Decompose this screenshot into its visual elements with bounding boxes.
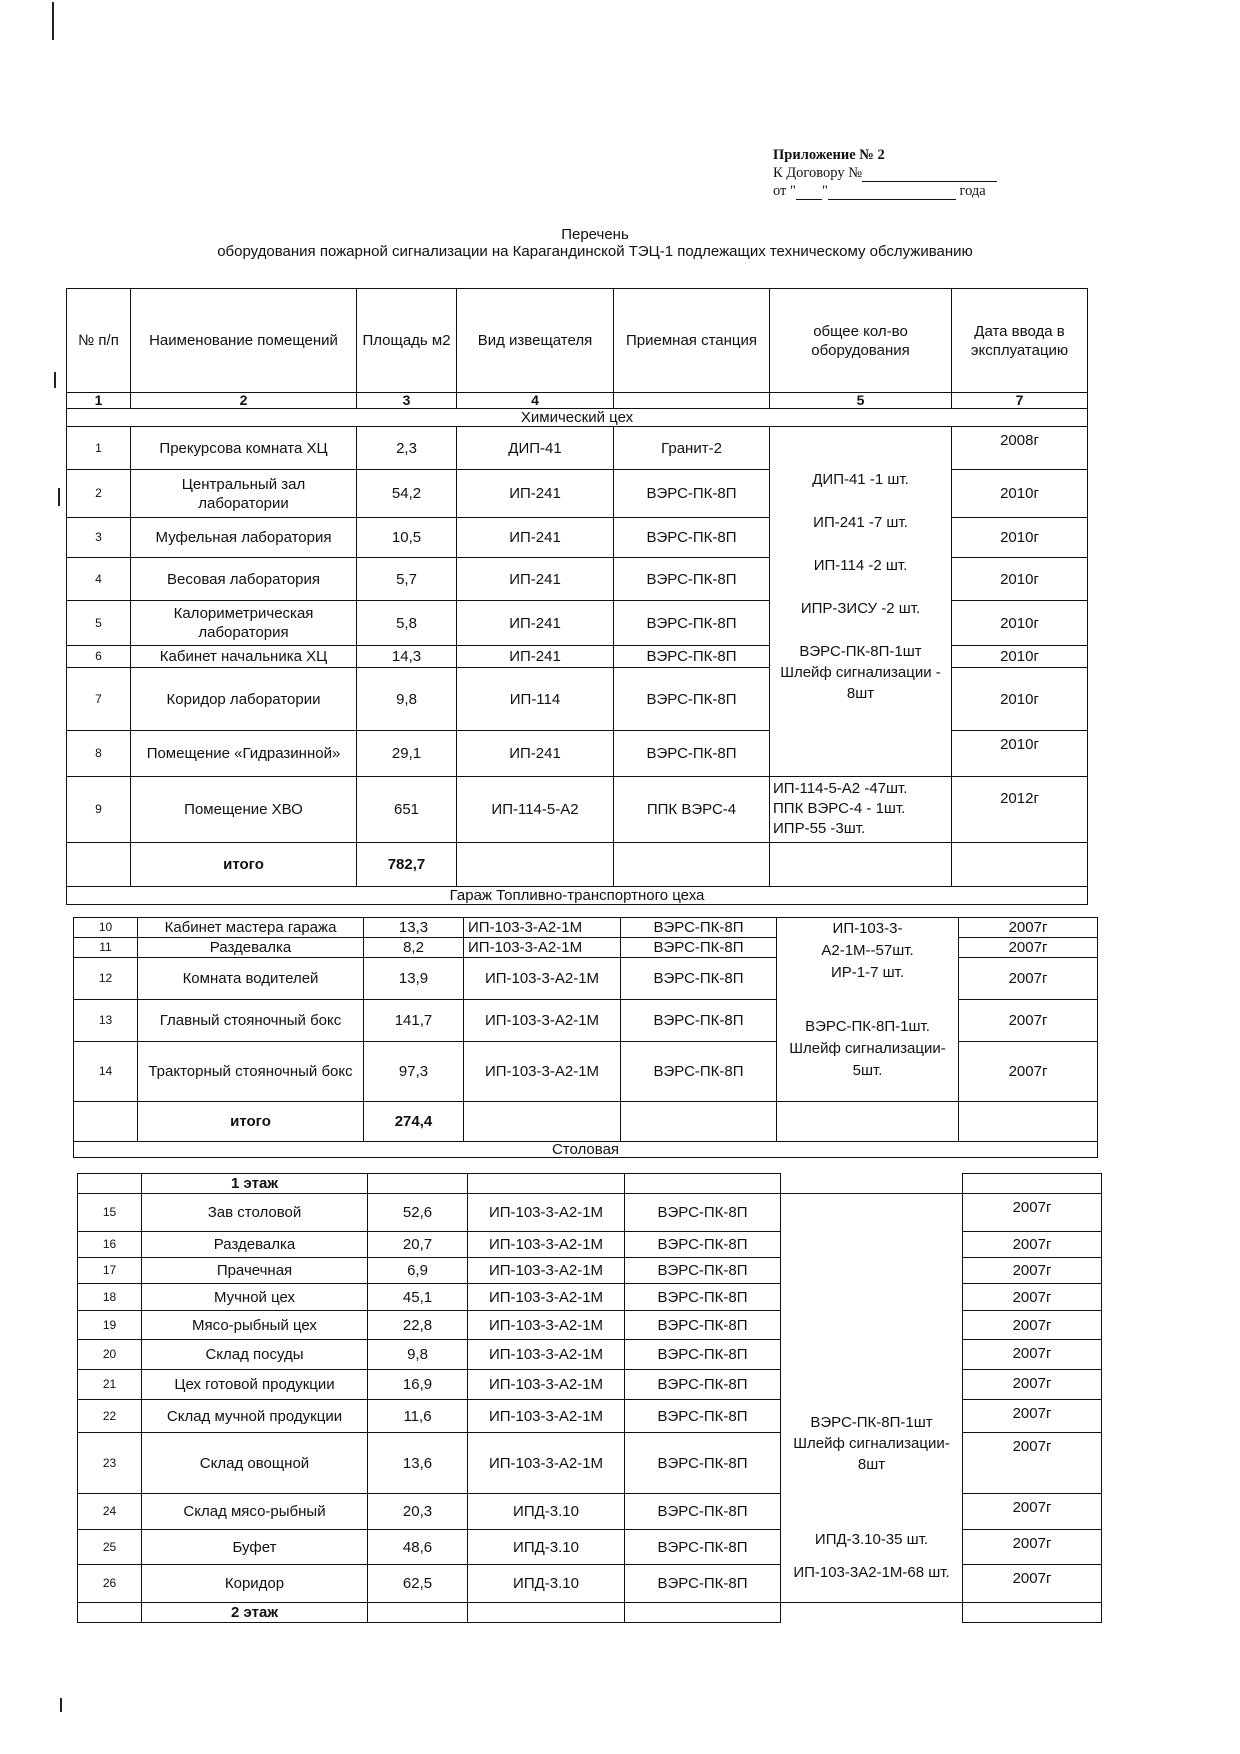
document-title <box>0 226 1190 260</box>
canteen-equipment-cell: ВЭРС-ПК-8П-1шт Шлейф сигнализации- 8шт ИПД-3.10-35 шт. ИП-103-3А2-1М-68 шт. <box>781 1194 963 1603</box>
equipment-table-garage <box>73 917 1098 1158</box>
table-row: 19 Мясо-рыбный цех 22,8 ИП-103-3-А2-1М ВЭРС-ПК-8П 2007г <box>78 1311 1102 1340</box>
table-row: 22 Склад мучной продукции 11,6 ИП-103-3-А2-1М ВЭРС-ПК-8П 2007г <box>78 1400 1102 1433</box>
scan-mark <box>60 1698 62 1712</box>
table-row: 2 Центральный зал лаборатории 54,2 ИП-241 ВЭРС-ПК-8П 2010г <box>67 470 1088 518</box>
table-row: 26 Коридор 62,5 ИПД-3.10 ВЭРС-ПК-8П 2007г <box>78 1565 1102 1603</box>
appendix-date: от " " года <box>773 183 986 199</box>
header-name: Наименование помещений <box>131 289 357 393</box>
table-row: 24 Склад мясо-рыбный 20,3 ИПД-3.10 ВЭРС-ПК-8П 2007г <box>78 1494 1102 1530</box>
total-row-chem: итого 782,7 <box>67 843 1088 887</box>
title-line-2: оборудования пожарной сигнализации на Карагандинской ТЭЦ-1 подлежащих техническому обслуживанию <box>217 243 973 260</box>
table-row: 4 Весовая лаборатория 5,7 ИП-241 ВЭРС-ПК-8П 2010г <box>67 558 1088 601</box>
table-row: 23 Склад овощной 13,6 ИП-103-3-А2-1М ВЭРС-ПК-8П 2007г <box>78 1433 1102 1494</box>
table-row: 6 Кабинет начальника ХЦ 14,3 ИП-241 ВЭРС-ПК-8П 2010г <box>67 646 1088 668</box>
appendix-contract: К Договору № <box>773 164 1033 182</box>
table-row: 5 Калориметрическая лаборатория 5,8 ИП-241 ВЭРС-ПК-8П 2010г <box>67 601 1088 646</box>
table-row: 10 Кабинет мастера гаража 13,3 ИП-103-3-А2-1М ВЭРС-ПК-8П ИП-103-3- А2-1М--57шт. ИР-1-7 шт. ВЭРС-ПК-8П-1шт. Шлейф сигнализации- 5шт. 2007г <box>74 918 1098 938</box>
scan-mark <box>58 488 60 506</box>
table-row: 16 Раздевалка 20,7 ИП-103-3-А2-1М ВЭРС-ПК-8П 2007г <box>78 1232 1102 1258</box>
equipment-table-canteen <box>77 1173 1102 1623</box>
table-row: 17 Прачечная 6,9 ИП-103-3-А2-1М ВЭРС-ПК-8П 2007г <box>78 1258 1102 1284</box>
title-line-1: Перечень <box>561 226 629 243</box>
scan-mark <box>52 2 54 40</box>
table-row: 11 Раздевалка 8,2 ИП-103-3-А2-1М ВЭРС-ПК-8П 2007г <box>74 938 1098 958</box>
header-detector: Вид извещателя <box>457 289 614 393</box>
table-row: 14 Тракторный стояночный бокс 97,3 ИП-103-3-А2-1М ВЭРС-ПК-8П 2007г <box>74 1042 1098 1102</box>
header-total-equipment: общее кол-во оборудования <box>770 289 952 393</box>
header-date: Дата ввода в эксплуатацию <box>952 289 1088 393</box>
table-row: 8 Помещение «Гидразинной» 29,1 ИП-241 ВЭРС-ПК-8П 2010г <box>67 731 1088 777</box>
floor-row-1: 1 этаж <box>78 1174 1102 1194</box>
section-row-chem: Химический цех <box>67 409 1088 427</box>
garage-equipment-cell: ИП-103-3- А2-1М--57шт. ИР-1-7 шт. ВЭРС-ПК-8П-1шт. Шлейф сигнализации- 5шт. <box>777 918 959 1102</box>
header-station: Приемная станция <box>614 289 770 393</box>
table-row: 3 Муфельная лаборатория 10,5 ИП-241 ВЭРС-ПК-8П 2010г <box>67 518 1088 558</box>
floor-row-2: 2 этаж <box>78 1603 1102 1623</box>
appendix-title: Приложение № 2 <box>773 147 885 163</box>
section-row-garage: Гараж Топливно-транспортного цеха <box>67 887 1088 905</box>
header-area: Площадь м2 <box>357 289 457 393</box>
date-line <box>828 186 956 200</box>
total-row-garage: итого 274,4 <box>74 1102 1098 1142</box>
index-row: 1 2 3 4 5 7 <box>67 393 1088 409</box>
contract-number-line <box>862 168 997 182</box>
table-row: 20 Склад посуды 9,8 ИП-103-3-А2-1М ВЭРС-ПК-8П 2007г <box>78 1340 1102 1370</box>
table-row: 15 Зав столовой 52,6 ИП-103-3-А2-1М ВЭРС-ПК-8П ВЭРС-ПК-8П-1шт Шлейф сигнализации- 8шт ИПД-3.10-35 шт. ИП-103-3А2-1М-68 шт. 2007г <box>78 1194 1102 1232</box>
section-row-canteen: Столовая <box>74 1142 1098 1158</box>
table-header-row <box>67 289 1088 393</box>
table-row: 1 Прекурсова комната ХЦ 2,3 ДИП-41 Гранит-2 ДИП-41 -1 шт. ИП-241 -7 шт. ИП-114 -2 шт. ИПР-ЗИСУ -2 шт. ВЭРС-ПК-8П-1шт Шлейф сигнализации - 8шт 2008г <box>67 427 1088 470</box>
table-row: 21 Цех готовой продукции 16,9 ИП-103-3-А2-1М ВЭРС-ПК-8П 2007г <box>78 1370 1102 1400</box>
table-row: 7 Коридор лаборатории 9,8 ИП-114 ВЭРС-ПК-8П 2010г <box>67 668 1088 731</box>
equipment-table-chem <box>66 288 1088 905</box>
hvo-equipment-cell: ИП-114-5-А2 -47шт. ППК ВЭРС-4 - 1шт. ИПР-55 -3шт. <box>770 777 952 843</box>
header-num: № п/п <box>67 289 131 393</box>
table-row: 25 Буфет 48,6 ИПД-3.10 ВЭРС-ПК-8П 2007г <box>78 1530 1102 1565</box>
appendix-block <box>773 146 1033 200</box>
chem-equipment-cell: ДИП-41 -1 шт. ИП-241 -7 шт. ИП-114 -2 шт. ИПР-ЗИСУ -2 шт. ВЭРС-ПК-8П-1шт Шлейф сигнализации - 8шт <box>770 427 952 777</box>
table-row: 12 Комната водителей 13,9 ИП-103-3-А2-1М ВЭРС-ПК-8П 2007г <box>74 958 1098 1000</box>
scan-mark <box>54 372 56 388</box>
table-row: 13 Главный стояночный бокс 141,7 ИП-103-3-А2-1М ВЭРС-ПК-8П 2007г <box>74 1000 1098 1042</box>
table-row: 18 Мучной цех 45,1 ИП-103-3-А2-1М ВЭРС-ПК-8П 2007г <box>78 1284 1102 1311</box>
table-row: 9 Помещение ХВО 651 ИП-114-5-А2 ППК ВЭРС-4 ИП-114-5-А2 -47шт. ППК ВЭРС-4 - 1шт. ИПР-55 -3шт. 2012г <box>67 777 1088 843</box>
